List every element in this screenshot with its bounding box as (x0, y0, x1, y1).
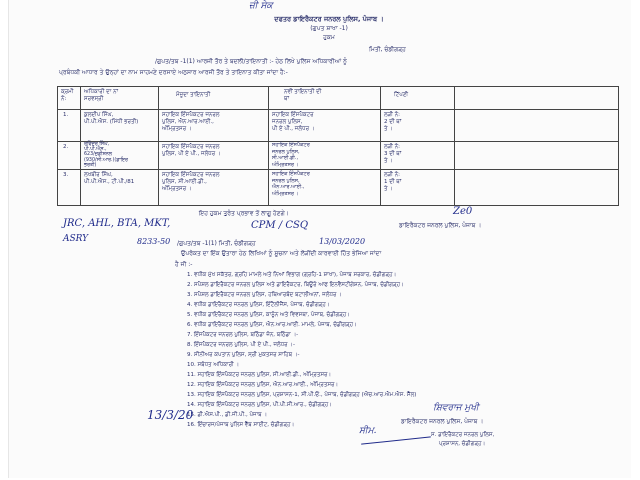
document-page (8, 0, 631, 478)
table-header-cell: ਅਧਿਕਾਰੀ ਦਾ ਨਾਂ ਸਰਵਸ੍ਰੀ (84, 89, 119, 102)
handwritten-top-note: ਜ਼ੀ ਸੇਕ (249, 1, 273, 11)
transfer-table (57, 86, 619, 206)
footer-dgp-title: ਡਾਇਰੈਕਟਰ ਜਨਰਲ ਪੁਲਿਸ, ਪੰਜਾਬ । (401, 418, 484, 425)
table-cell: ਸਹਾਇਕ ਇੰਸਪੈਕਟਰ ਜਨਰਲ ਪੁਲਿਸ, ਪੀ ਏ ਪੀ., ਜਲੰਧਰ । (162, 144, 221, 157)
intro-line-1: /ਗੁਪਤ/ਤਬ -1(1) ਆਰਜੀ ਤੌਰ ਤੇ ਬਦਲੀ/ਤਾਇਨਾਤੀ :- ਹੇਠ ਲਿਖੇ ਪੁਲਿਸ ਅਧਿਕਾਰੀਆਂ ਨੂੰ (155, 58, 347, 65)
list-item: 13. ਸਹਾਇਕ ਇੰਸਪੈਕਟਰ ਜਨਰਲ ਪੁਲਿਸ, ਪ੍ਰਸ਼ਾਸਨ-1, ਸੀ.ਪੀ.ਓ., ਪੰਜਾਬ, ਚੰਡੀਗੜ੍ਹ (ਐਚ.ਆਰ.ਐਮ.ਐਸ. ਸੈੱਲ) (187, 392, 417, 398)
handwritten-signature-2: ਸ਼ਿਵਰਾਜ ਮੁਖੀ (433, 403, 479, 413)
stamp-line-2: ਪ੍ਰਸ਼ਾਸਨ, ਚੰਡੀਗੜ੍ਹ। (439, 441, 486, 447)
stamp-line-1: ਸ. ਡਾਇਰੈਕਟਰ ਜਨਰਲ ਪੁਲਿਸ, (431, 432, 495, 438)
to-line: ਹੈ ਜੀ :- (175, 261, 193, 268)
table-cell: ਸਹਾਇਕ ਇੰਸਪੈਕਟਰ ਜਨਰਲ ਪੁਲਿਸ, ਸੀ.ਆਈ.ਡੀ., ਅੰਮ੍ਰਿਤਸਰ । (272, 142, 310, 168)
table-cell: ਸਹਾਇਕ ਇੰਸਪੈਕਟਰ ਜਨਰਲ ਪੁਲਿਸ, ਪੀ ਏ ਪੀ., ਜਲੰਧਰ । (272, 112, 315, 132)
table-header-cell: ਮੌਜੂਦਾ ਤਾਇਨਾਤੀ (176, 92, 211, 98)
table-cell: ਸਹਾਇਕ ਇੰਸਪੈਕਟਰ ਜਨਰਲ ਪੁਲਿਸ, ਐਨ.ਆਰ.ਆਈ., ਅੰਮ੍ਰਿਤਸਰ । (272, 171, 310, 197)
handwritten-prefix: ASRY (63, 234, 89, 244)
handwritten-note-1: JRC, AHL, BTA, MKT, (63, 218, 171, 229)
list-item: 8. ਇੰਸਪੈਕਟਰ ਜਨਰਲ ਪੁਲਿਸ, ਪੀ ਏ ਪੀ., ਜਲੰਧਰ ।- (187, 342, 295, 348)
branch-label: (ਗੁਪਤ ਸ਼ਾਖਾ -1) (310, 25, 348, 32)
list-item: 4. ਵਧੀਕ ਡਾਇਰੈਕਟਰ ਜਨਰਲ ਪੁਲਿਸ, ਇੰਟੈਲੀਜੈਂਸ, ਪੰਜਾਬ, ਚੰਡੀਗੜ੍ਹ। (187, 302, 330, 308)
table-header-cell: ਕ੍ਰਮੀ ਨੰ: (61, 89, 74, 102)
handwritten-initial: ਸੀਮ. (359, 426, 377, 436)
list-item: 12. ਸਹਾਇਕ ਇੰਸਪੈਕਟਰ ਜਨਰਲ ਪੁਲਿਸ, ਐਨ.ਆਰ.ਆਈ., ਅੰਮ੍ਰਿਤਸਰ। (187, 382, 339, 388)
copy-line: ਉਪਰੋਕਤ ਦਾ ਇੱਕ ਉਤਾਰਾ ਹੇਠ ਲਿਖਿਆਂ ਨੂੰ ਸੂਚਨਾ ਅਤੇ ਲੋੜੀਂਦੀ ਕਾਰਵਾਈ ਹਿੱਤ ਭੇਜਿਆ ਜਾਂਦਾ (181, 250, 382, 257)
list-item: 5. ਵਧੀਕ ਡਾਇਰੈਕਟਰ ਜਨਰਲ ਪੁਲਿਸ, ਕਾਨੂੰਨ ਅਤੇ ਵਿਵਸਥਾ, ਪੰਜਾਬ, ਚੰਡੀਗੜ੍ਹ। (187, 312, 350, 318)
list-item: 14. ਸਹਾਇਕ ਇੰਸਪੈਕਟਰ ਜਨਰਲ ਪੁਲਿਸ, ਪੀ.ਪੀ.ਸੀ.ਆਰ., ਚੰਡੀਗੜ੍ਹ। (187, 402, 332, 408)
list-item: 6. ਵਧੀਕ ਡਾਇਰੈਕਟਰ ਜਨਰਲ ਪੁਲਿਸ, ਐਨ.ਆਰ.ਆਈ. ਮਾਮਲੇ, ਪੰਜਾਬ, ਚੰਡੀਗੜ੍ਹ। (187, 322, 357, 328)
table-cell: 2. (63, 144, 69, 150)
list-item: 1. ਵਧੀਕ ਮੁੱਖ ਸਕੱਤਰ, ਗ੍ਰਹਿ ਮਾਮਲੇ ਅਤੇ ਨਿਆਂ ਵਿਭਾਗ (ਗ੍ਰਹਿ-1 ਸ਼ਾਖਾ), ਪੰਜਾਬ ਸਰਕਾਰ, ਚੰਡੀਗੜ੍ਹ। (187, 272, 397, 278)
handwritten-number: 8233-50 (137, 237, 171, 246)
table-cell: ਰਵਿੰਦਰ ਸਿੰਘ, ਪੀ.ਪੀ.ਐਸ., 623/ਜੁਡੀਸ਼ਨਲ (930/ਸੀ.ਆਰ.)(ਡਾਇਰ ਭਰਤੀ) (84, 142, 128, 168)
handwritten-date: 13/03/2020 (319, 237, 366, 246)
table-cell: 3. (63, 172, 69, 178)
order-heading: ਹੁਕਮ (323, 34, 335, 41)
intro-line-2: ਪ੍ਰਬੰਧਕੀ ਆਧਾਰ ਤੇ ਉਨ੍ਹਾਂ ਦਾ ਨਾਮ ਸਾਹਮਣੇ ਦਰਸਾਏ ਅਨੁਸਾਰ ਆਰਜੀ ਤੌਰ ਤੇ ਤਾਇਨਾਤ ਕੀਤਾ ਜਾਂਦਾ ਹੈ:- (59, 69, 288, 76)
office-title: ਦਫਤਰ ਡਾਇਰੈਕਟਰ ਜਨਰਲ ਪੁਲਿਸ, ਪੰਜਾਬ । (274, 15, 384, 23)
list-item: 11. ਸਹਾਇਕ ਇੰਸਪੈਕਟਰ ਜਨਰਲ ਪੁਲਿਸ, ਸੀ.ਆਈ.ਡੀ., ਅੰਮ੍ਰਿਤਸਰ। (187, 372, 332, 378)
endorsement-text: /ਗੁਪਤ/ਤਬ -1(1) ਮਿਤੀ, ਚੰਡੀਗੜ੍ਹ (177, 240, 256, 247)
dgp-signature-title: ਡਾਇਰੈਕਟਰ ਜਨਰਲ ਪੁਲਿਸ, ਪੰਜਾਬ । (399, 222, 482, 229)
effect-line: ਇਹ ਹੁਕਮ ਤੁਰੰਤ ਪ੍ਰਭਾਵ ਤੋਂ ਲਾਗੂ ਹੋਣਗੇ। (199, 210, 289, 217)
table-header-cell: ਨਵੀਂ ਤਾਇਨਾਤੀ ਦੀ ਥਾਂ (284, 89, 322, 102)
handwritten-signature-1: Ze0 (453, 206, 473, 217)
list-item: 15. ਡੀ.ਐਸ.ਪੀ., ਡੀ.ਜੀ.ਪੀ., ਪੰਜਾਬ । (187, 412, 268, 418)
signature-stroke (361, 436, 431, 444)
table-cell: ਲੜੀ ਨੰ: 2 ਦੀ ਥਾਂ ਤੇ । (384, 112, 402, 132)
table-cell: ਲਖਬੀਰ ਸਿੰਘ, ਪੀ.ਪੀ.ਐਸ., ਟੀ.ਪੀ./81 (84, 172, 135, 185)
table-cell: ਲੜੀ ਨੰ: 3 ਦੀ ਥਾਂ ਤੇ । (384, 144, 402, 164)
date-line: ਮਿਤੀ, ਚੰਡੀਗੜ੍ਹ (369, 46, 406, 53)
table-header-cell: ਟਿੱਪਣੀ (394, 92, 409, 98)
table-cell: ਲੜੀ ਨੰ: 1 ਦੀ ਥਾਂ ਤੇ । (384, 172, 402, 192)
list-item: 3. ਸਪੈਸ਼ਲ ਡਾਇਰੈਕਟਰ ਜਨਰਲ ਪੁਲਿਸ, ਹਥਿਆਰਬੰਦ ਬਟਾਲੀਅਨਾਂ, ਜਲੰਧਰ । (187, 292, 342, 298)
handwritten-note-2: CPM / CSQ (251, 220, 309, 231)
list-item: 9. ਸੀਨੀਅਰ ਕਪਤਾਨ ਪੁਲਿਸ, ਸ੍ਰੀ ਮੁਕਤਸਰ ਸਾਹਿਬ ।- (187, 352, 300, 358)
table-cell: ਕੁਲਦੀਪ ਸਿੰਘ, ਪੀ.ਪੀ.ਐਸ. (ਮਿੱਧੀ ਭਰਤੀ) (84, 112, 139, 125)
table-cell: 1. (63, 112, 69, 118)
table-cell: ਸਹਾਇਕ ਇੰਸਪੈਕਟਰ ਜਨਰਲ ਪੁਲਿਸ, ਸੀ.ਆਈ.ਡੀ., ਅੰਮ੍ਰਿਤਸਰ । (162, 172, 220, 192)
list-item: 2. ਸਪੈਸ਼ਲ ਡਾਇਰੈਕਟਰ ਜਨਰਲ ਪੁਲਿਸ ਅਤੇ ਡਾਇਰੈਕਟਰ, ਬਿਊਰੋ ਆਫ ਇਨਵੈਸਟੀਗੇਸ਼ਨ, ਪੰਜਾਬ, ਚੰਡੀਗੜ੍ਹ। (187, 282, 404, 288)
table-cell: ਸਹਾਇਕ ਇੰਸਪੈਕਟਰ ਜਨਰਲ ਪੁਲਿਸ, ਐਨ.ਆਰ.ਆਈ., ਅੰਮ੍ਰਿਤਸਰ । (162, 112, 220, 132)
list-item: 7. ਇੰਸਪੈਕਟਰ ਜਨਰਲ ਪੁਲਿਸ, ਬਠਿੰਡਾ ਜ਼ੋਨ, ਬਠਿੰਡਾ ।- (187, 332, 299, 338)
list-item: 10. ਸਬੰਧਤ ਅਧਿਕਾਰੀ । (187, 362, 240, 368)
handwritten-bottom-date: 13/3/20 (147, 408, 194, 422)
list-item: 16. ਇੰਚਾਰਜ/ਪੰਜਾਬ ਪੁਲਿਸ ਵੈੱਬ ਸਾਈਟ, ਚੰਡੀਗੜ੍ਹ। (187, 422, 295, 428)
